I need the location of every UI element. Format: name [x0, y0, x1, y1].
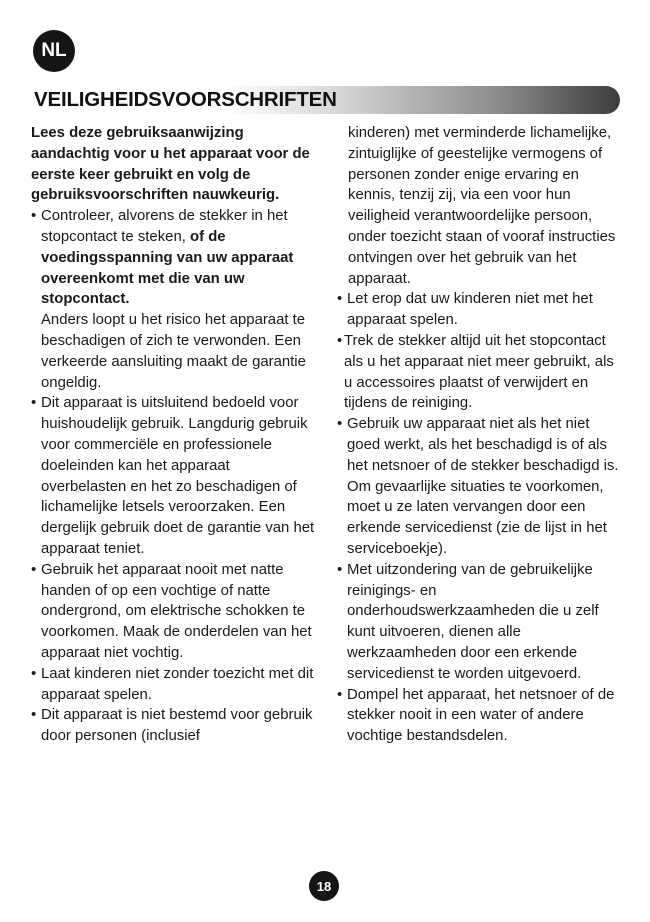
item-subtext: Om gevaarlijke situaties te voorkomen, moet u ze laten vervangen door een erkende servicedienst (zie de lijst in het serviceboekje). [347, 478, 607, 557]
item-continuation: kinderen) met verminderde lichamelijke, zintuiglijke of geestelijke vermogens of personen zonder enige ervaring en kennis, tenzij zij, via een voor hun veiligheid verantwoordelijke persoon, onder toezicht staan of vooraf instructies ontvingen over het gebruik van het apparaat. [348, 125, 616, 287]
item-text: Laat kinderen niet zonder toezicht met dit apparaat spelen. [41, 665, 314, 703]
list-item [31, 664, 316, 706]
intro-text: Lees deze gebruiksaanwijzing aandachtig voor u het apparaat voor de eerste keer gebruikt en volg de gebruiksvoorschriften nauwkeurig. [31, 125, 310, 204]
language-badge: NL [33, 30, 75, 72]
list-item [337, 414, 622, 476]
item-text: Dit apparaat is niet bestemd voor gebruik door personen (inclusief [41, 707, 313, 745]
bullet: • [337, 686, 343, 703]
bullet: • [31, 561, 37, 578]
list-item [337, 685, 622, 747]
item-text: Gebruik het apparaat nooit met natte handen of op een vochtige of natte ondergrond, om elektrische schokken te voorkomen. Maak de onderdelen van het apparaat niet vochtig. [41, 561, 312, 661]
bullet: • [337, 416, 343, 433]
section-title: VEILIGHEIDSVOORSCHRIFTEN [34, 88, 337, 111]
list-item [31, 206, 316, 310]
bullet: • [31, 208, 37, 225]
bullet: • [31, 665, 37, 682]
bullet: • [337, 291, 343, 308]
list-item [337, 289, 622, 331]
item-text: Let erop dat uw kinderen niet met het apparaat spelen. [347, 291, 593, 329]
item-text: Gebruik uw apparaat niet als het niet goed werkt, als het beschadigd is of als het netsnoer of de stekker beschadigd is. [347, 416, 619, 474]
list-item [31, 393, 316, 559]
item-bold-text: of de voedingsspanning van uw apparaat overeenkomt met die van uw stopcontact. [41, 228, 294, 308]
list-item [337, 560, 622, 685]
item-subtext: Anders loopt u het risico het apparaat te beschadigen of zich te verwonden. Een verkeerde aansluiting maakt de garantie ongeldig. [41, 312, 306, 391]
list-item [31, 560, 316, 664]
bullet: • [337, 332, 343, 349]
list-item [337, 331, 622, 414]
bullet: • [31, 395, 37, 412]
item-text: Met uitzondering van de gebruikelijke reinigings- en onderhoudswerkzaamheden die u zelf kunt uitvoeren, dienen alle werkzaamheden door een erkende servicedienst te worden uitgevoerd. [347, 561, 599, 682]
list-item [31, 705, 316, 747]
page-number: 18 [309, 871, 339, 901]
item-text: Controleer, alvorens de stekker in het stopcontact te steken, [41, 208, 288, 245]
bullet: • [337, 561, 343, 578]
bullet: • [31, 707, 37, 724]
item-text: Trek de stekker altijd uit het stopcontact als u het apparaat niet meer gebruikt, als u accessoires plaatst of verwijdert en tijdens de reiniging. [344, 332, 614, 412]
left-column [31, 123, 316, 747]
right-column [337, 123, 622, 747]
section-title-bar [26, 86, 620, 114]
item-text: Dit apparaat is uitsluitend bedoeld voor huishoudelijk gebruik. Langdurig gebruik voor commerciële en professionele doeleinden kan het apparaat overbelasten en het zo beschadigen of lichamelijke letsels veroorzaken. Een dergelijk gebruik doet de garantie van het apparaat teniet. [41, 395, 315, 557]
item-text: Dompel het apparaat, het netsnoer of de stekker nooit in een water of andere vochtige bestandsdelen. [347, 686, 615, 745]
